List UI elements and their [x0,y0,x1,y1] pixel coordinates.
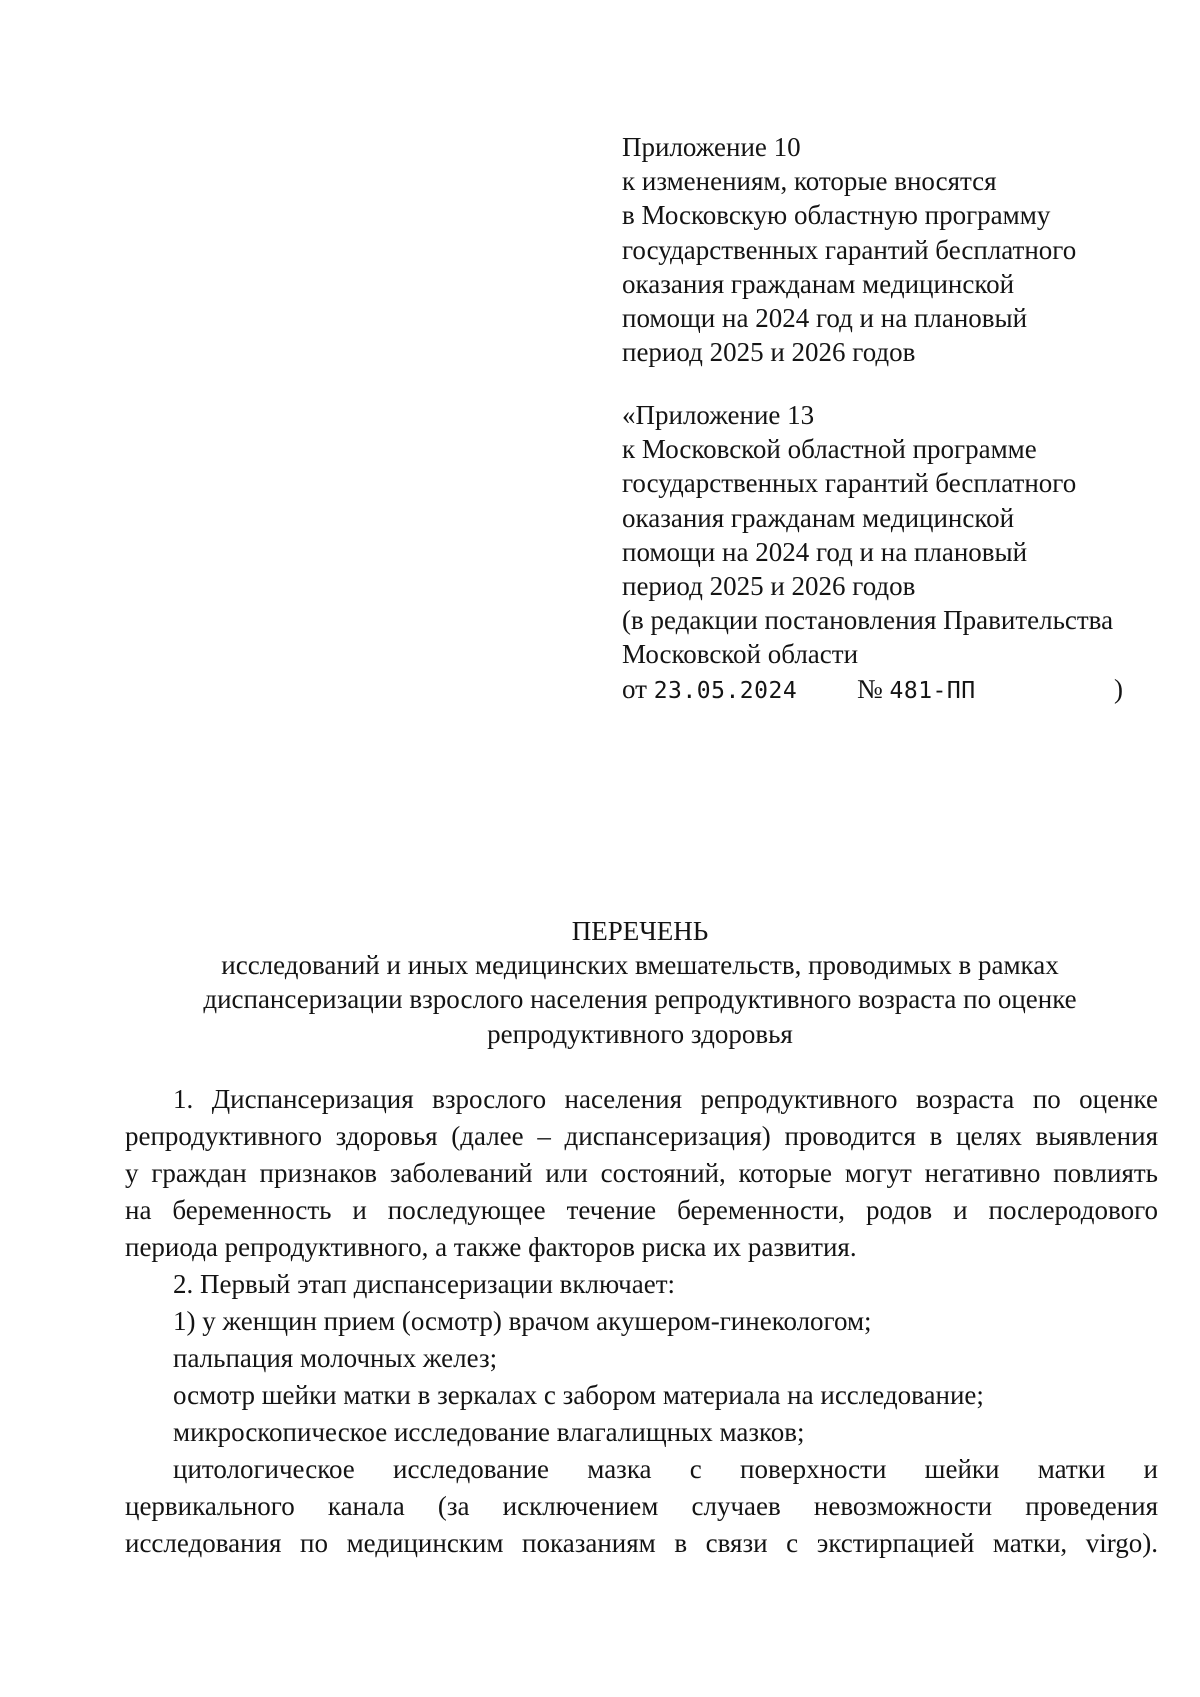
number-prefix: № [857,673,883,704]
paragraph-6: микроскопическое исследование влагалищных мазков; [173,1417,805,1447]
paragraph-line: цервикального канала (за исключением случаев невозможности проведения [125,1491,1158,1521]
appendix-10-header [622,130,1162,369]
appendix-10-line: в Московскую областную программу [622,200,1051,231]
paragraph-line: 1. Диспансеризация взрослого населения репродуктивного возраста по оценке [173,1084,1158,1114]
date-field [622,672,797,708]
appendix-13-line: (в редакции постановления Правительства [622,605,1114,636]
paragraph-line: у граждан признаков заболеваний или состояний, которые могут негативно повлиять [125,1158,1158,1188]
appendix-10-line: период 2025 и 2026 годов [622,337,916,368]
appendix-10-line: государственных гарантий бесплатного [622,234,1077,265]
paragraph-3: 1) у женщин прием (осмотр) врачом акушером-гинекологом; [173,1306,872,1336]
appendix-13-line: оказания гражданам медицинской [622,502,1015,533]
paragraph-5: осмотр шейки матки в зеркалах с забором материала на исследование; [173,1380,984,1410]
appendix-13-header [622,398,1162,706]
appendix-13-line: период 2025 и 2026 годов [622,571,916,602]
title-heading: ПЕРЕЧЕНЬ [571,916,709,946]
title-subtitle-line: диспансеризации взрослого населения репродуктивного возраста по оценке [203,984,1077,1015]
paragraph-7 [125,1451,1158,1562]
document-title [120,914,1160,1051]
date-prefix: от [622,673,647,704]
appendix-13-line: «Приложение 13 [622,400,815,430]
appendix-13-line: к Московской областной программе [622,434,1037,465]
appendix-10-line: к изменениям, которые вносятся [622,166,997,197]
appendix-10-line: помощи на 2024 год и на плановый [622,303,1028,334]
resolution-number: 481-ПП [889,677,976,704]
appendix-13-line: государственных гарантий бесплатного [622,468,1077,499]
closing-parenthesis: ) [1114,673,1123,704]
document-body [125,1081,1158,1562]
appendix-13-line: помощи на 2024 год и на плановый [622,536,1028,567]
paragraph-line: репродуктивного здоровья (далее – диспансеризация) проводится в целях выявления [125,1121,1158,1151]
paragraph-line: цитологическое исследование мазка с поверхности шейки матки и [173,1454,1158,1484]
paragraph-line: исследования по медицинским показаниям в связи с экстирпацией матки, virgo). [125,1528,1158,1558]
paragraph-line: периода репродуктивного, а также факторов риска их развития. [125,1232,857,1262]
paragraph-1 [125,1081,1158,1266]
paragraph-line: на беременность и последующее течение беременности, родов и послеродового [125,1195,1158,1225]
paragraph-4: пальпация молочных желез; [173,1343,498,1373]
appendix-10-line: оказания гражданам медицинской [622,268,1015,299]
appendix-13-line: Московской области [622,639,859,670]
resolution-date-row [622,672,1162,706]
title-subtitle-line: репродуктивного здоровья [487,1018,793,1049]
appendix-10-line: Приложение 10 [622,132,801,162]
title-subtitle-line: исследований и иных медицинских вмешательств, проводимых в рамках [221,950,1059,981]
resolution-date: 23.05.2024 [653,677,798,704]
paragraph-2: 2. Первый этап диспансеризации включает: [173,1269,675,1299]
number-field [857,672,976,708]
